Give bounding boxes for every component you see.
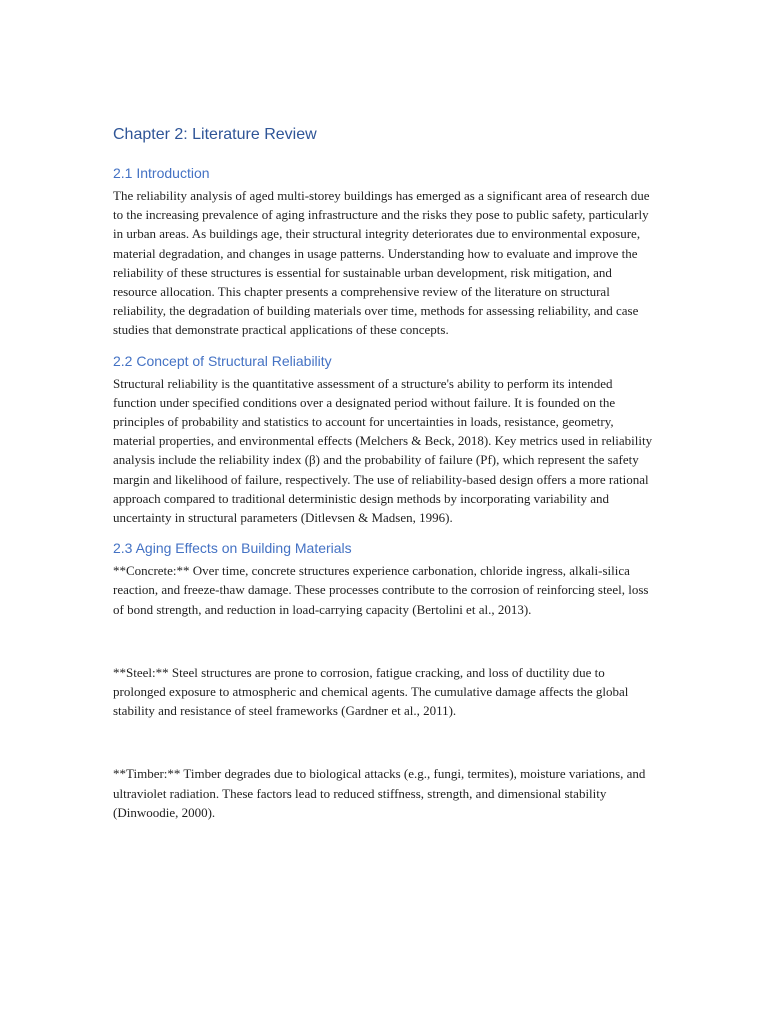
document-page	[113, 124, 653, 822]
concrete-paragraph: **Concrete:** Over time, concrete structures experience carbonation, chloride ingress, alkali-silica reaction, and freeze-thaw damage. These processes contribute to the corrosion of reinforcing steel, loss of bond strength, and reduction in load-carrying capacity (Bertolini et al., 2013).	[113, 563, 649, 617]
section-heading-introduction: 2.1 Introduction	[113, 165, 210, 181]
introduction-paragraph: The reliability analysis of aged multi-storey buildings has emerged as a significant area of research due to the increasing prevalence of aging infrastructure and the risks they pose to public safety, particularly in urban areas. As buildings age, their structural integrity deteriorates due to environmental exposure, material degradation, and changes in usage patterns. Understanding how to evaluate and improve the reliability of these structures is essential for sustainable urban development, risk mitigation, and resource allocation. This chapter presents a comprehensive review of the literature on structural reliability, the degradation of building materials over time, methods for assessing reliability, and case studies that demonstrate practical applications of these concepts.	[113, 188, 650, 338]
steel-paragraph: **Steel:** Steel structures are prone to corrosion, fatigue cracking, and loss of ductility due to prolonged exposure to atmospheric and chemical agents. The cumulative damage affects the global stability and resistance of steel frameworks (Gardner et al., 2011).	[113, 664, 629, 719]
chapter-title: Chapter 2: Literature Review	[113, 126, 317, 143]
section-heading-structural-reliability: 2.2 Concept of Structural Reliability	[113, 352, 332, 369]
timber-paragraph: **Timber:** Timber degrades due to biological attacks (e.g., fungi, termites), moisture variations, and ultraviolet radiation. These factors lead to reduced stiffness, strength, and dimensional stability (Dinwoodie, 2000).	[113, 766, 646, 820]
section-heading-aging-effects: 2.3 Aging Effects on Building Materials	[113, 540, 352, 557]
structural-reliability-paragraph: Structural reliability is the quantitative assessment of a structure's ability to perform its intended function under specified conditions over a designated period without failure. It is founded on the principles of probability and statistics to account for uncertainties in loads, resistance, geometry, material properties, and environmental effects (Melchers & Beck, 2018). Key metrics used in reliability analysis include the reliability index (β) and the probability of failure (Pf), which represent the safety margin and likelihood of failure, respectively. The use of reliability-based design offers a more rational approach compared to traditional deterministic design methods by incorporating variability and uncertainty in structural parameters (Ditlevsen & Madsen, 1996).	[113, 375, 653, 526]
